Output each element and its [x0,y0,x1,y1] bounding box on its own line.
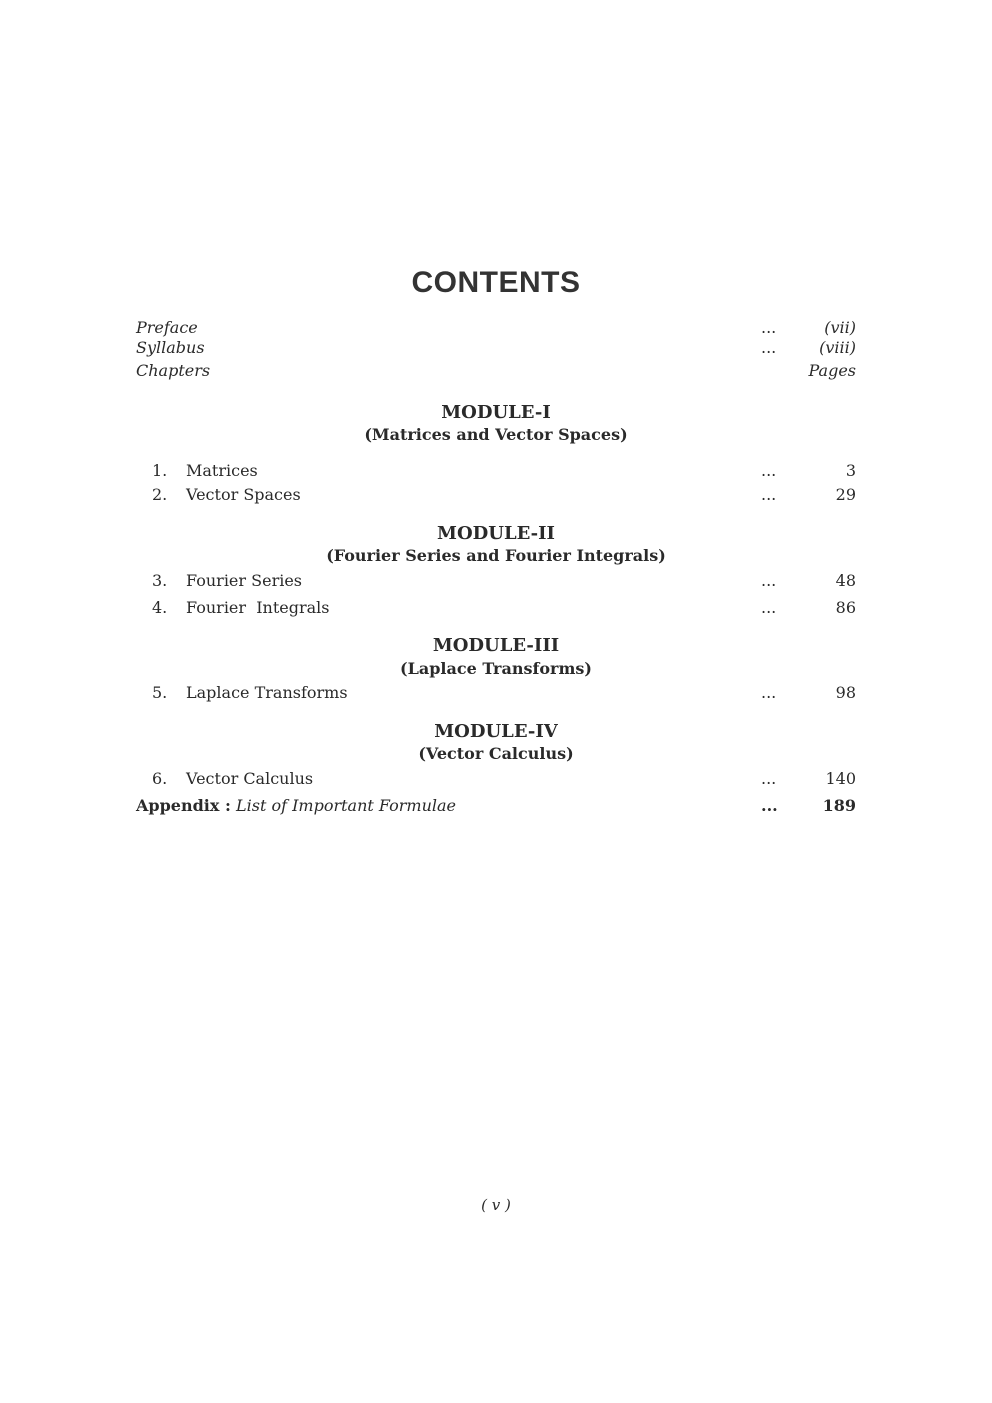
toc-entry-chapter [136,682,856,704]
leader-dots: ... [761,318,777,337]
chapter-number: 2. [152,485,168,504]
module-heading: MODULE-III [432,635,560,656]
module-heading: MODULE-II [437,523,555,544]
page-number: 140 [825,769,856,788]
module-subheading: (Matrices and Vector Spaces) [364,425,628,444]
pages-column-header: Pages [808,361,856,380]
module-subheading: (Fourier Series and Fourier Integrals) [326,546,666,565]
chapter-title: Fourier Series [186,571,303,590]
module-heading: MODULE-IV [434,721,558,742]
chapter-number: 5. [152,683,168,702]
toc-entry-preface [136,317,856,339]
page-number: 189 [822,796,856,815]
appendix-entry [136,795,456,817]
module-heading: MODULE-I [441,402,551,423]
leader-dots: ... [761,598,777,617]
page-number: (viii) [819,338,856,357]
module-subheading: (Laplace Transforms) [400,659,592,678]
appendix-label: Appendix : [136,796,231,815]
page-number: (vii) [824,318,856,337]
page-number: 3 [845,461,856,480]
page-number: 29 [835,485,856,504]
chapter-title: Vector Calculus [186,769,314,788]
page-number: 98 [835,683,856,702]
page-number: 86 [835,598,856,617]
toc-entry-chapter [136,460,856,482]
toc-entry-chapter [136,597,856,619]
leader-dots: ... [761,338,777,357]
chapter-title: Vector Spaces [186,485,301,504]
leader-dots: ... [761,485,777,504]
leader-dots: ... [761,683,777,702]
page-folio: ( v ) [481,1196,511,1214]
leader-dots: ... [761,461,777,480]
chapter-number: 4. [152,598,168,617]
toc-entry-appendix [136,795,856,817]
page-number: 48 [835,571,856,590]
leader-dots: ... [761,796,778,815]
module-subheading: (Vector Calculus) [418,744,574,763]
chapter-number: 3. [152,571,168,590]
chapter-title: Laplace Transforms [186,683,348,702]
chapter-title: Matrices [186,461,258,480]
entry-label: Syllabus [136,338,205,357]
column-headers [136,360,856,382]
toc-entry-syllabus [136,337,856,359]
toc-entry-chapter [136,570,856,592]
appendix-title: List of Important Formulae [235,796,457,815]
leader-dots: ... [761,769,777,788]
chapters-column-header: Chapters [136,361,211,380]
page-title: CONTENTS [411,266,581,299]
leader-dots: ... [761,571,777,590]
entry-label: Preface [136,318,198,337]
toc-entry-chapter [136,768,856,790]
toc-entry-chapter [136,484,856,506]
chapter-title: Fourier Integrals [186,598,330,617]
chapter-number: 1. [152,461,168,480]
chapter-number: 6. [152,769,168,788]
